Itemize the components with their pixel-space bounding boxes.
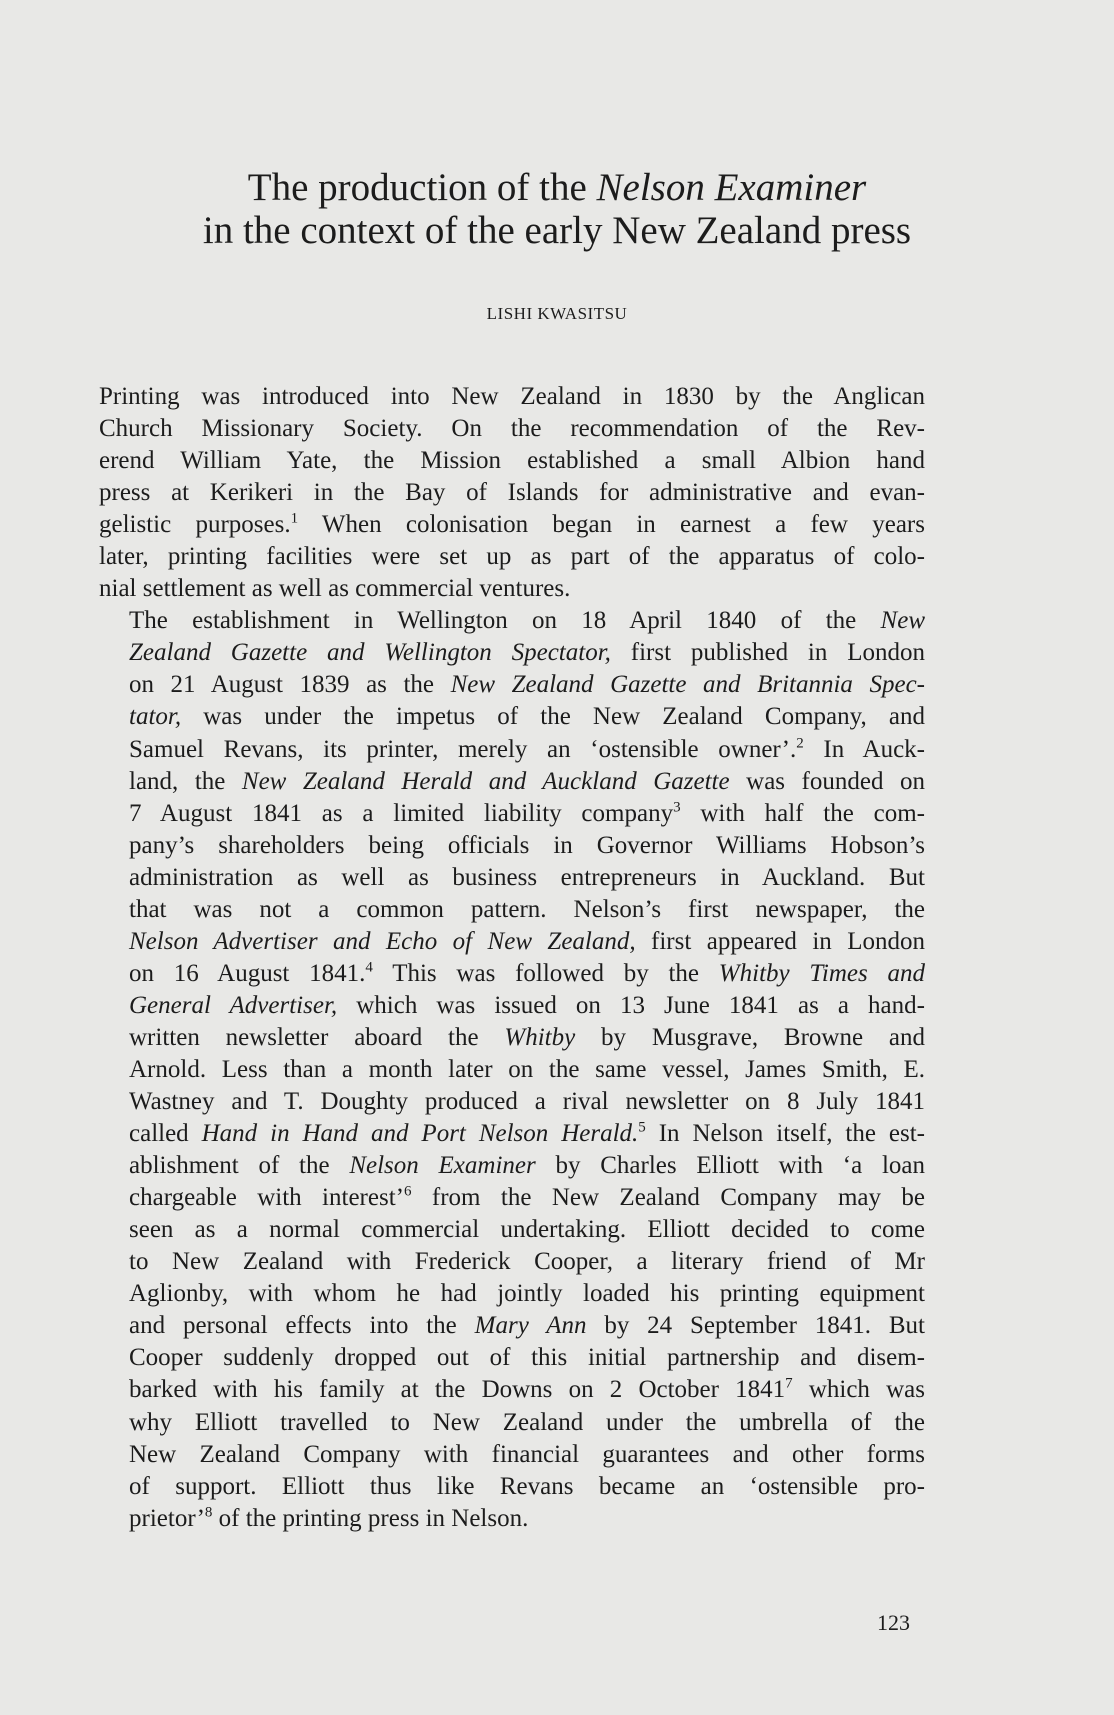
text-run: chargeable with interest’ (129, 1184, 404, 1212)
text-run: of support. Elliott thus like Revans became an ‘ostensible pro- (129, 1472, 925, 1500)
text-run: first published in London (610, 639, 925, 667)
footnote-marker: 5 (638, 1119, 646, 1136)
italic-title-run: Zealand Gazette and Wellington Spectator, (129, 639, 611, 667)
italic-title-run: Whitby (504, 1023, 576, 1051)
text-line (99, 669, 925, 701)
footnote-marker: 7 (785, 1376, 793, 1393)
title-italic: Nelson Examiner (596, 166, 867, 209)
text-line (99, 862, 925, 894)
text-run: prietor’ (129, 1504, 205, 1532)
text-run: with half the com- (680, 799, 925, 827)
italic-title-run: Whitby Times and (718, 959, 925, 987)
text-line (99, 477, 925, 509)
text-line (99, 1439, 925, 1471)
italic-title-run: Hand in Hand and Port Nelson Herald. (201, 1120, 639, 1148)
text-run: pany’s shareholders being officials in Governor Williams Hobson’s (129, 831, 925, 859)
text-run: that was not a common pattern. Nelson’s first newspaper, the (129, 895, 925, 923)
text-run: to New Zealand with Frederick Cooper, a literary friend of Mr (129, 1248, 925, 1276)
text-run: 7 August 1841 as a limited liability company (129, 799, 674, 827)
text-run: In Nelson itself, the est- (645, 1120, 925, 1148)
text-line (99, 1150, 925, 1182)
text-line (99, 1278, 925, 1310)
text-line (99, 1471, 925, 1503)
text-line (99, 1374, 925, 1406)
text-run: of the printing press in Nelson. (212, 1504, 529, 1532)
footnote-marker: 3 (673, 799, 681, 816)
text-run: later, printing facilities were set up as part of the apparatus of colo- (99, 543, 925, 571)
footnote-marker: 4 (365, 959, 373, 976)
text-run: and personal effects into the (129, 1312, 475, 1340)
text-line (99, 894, 925, 926)
title-line-2: in the context of the early New Zealand press (202, 209, 912, 252)
footnote-marker: 8 (204, 1504, 213, 1521)
text-line (99, 445, 925, 477)
text-run: In Auck- (803, 735, 926, 763)
text-run: by Musgrave, Browne and (575, 1023, 925, 1051)
text-line (99, 766, 925, 798)
text-run: land, the (129, 767, 242, 795)
text-run: by Charles Elliott with ‘a loan (535, 1152, 925, 1180)
text-line (99, 413, 925, 445)
text-run: ablishment of the (129, 1152, 350, 1180)
text-line (99, 1214, 925, 1246)
text-run: gelistic purposes. (99, 511, 291, 539)
text-run: press at Kerikeri in the Bay of Islands for administrative and evan- (99, 479, 925, 507)
text-line (99, 1086, 925, 1118)
text-line (99, 605, 925, 637)
italic-title-run: General Advertiser, (129, 991, 338, 1019)
text-run: why Elliott travelled to New Zealand under the umbrella of the (129, 1408, 925, 1436)
italic-title-run: New Zealand Herald and Auckland Gazette (241, 767, 730, 795)
italic-title-run: tator, (129, 703, 182, 731)
text-run: This was followed by the (372, 959, 719, 987)
footnote-marker: 1 (290, 510, 299, 527)
text-run: called (129, 1120, 202, 1148)
italic-title-run: New Zealand Gazette and Britannia Spec- (450, 671, 925, 699)
text-line (99, 1022, 925, 1054)
text-line (99, 1182, 925, 1214)
text-line (99, 830, 925, 862)
text-run: from the New Zealand Company may be (411, 1184, 926, 1212)
text-run: barked with his family at the Downs on 2 October 1841 (129, 1376, 786, 1404)
text-run: was under the impetus of the New Zealand Company, and (181, 703, 925, 731)
text-run: by 24 September 1841. But (586, 1312, 925, 1340)
text-line (99, 958, 925, 990)
text-run: nial settlement as well as commercial ventures. (99, 575, 571, 603)
text-line (99, 573, 925, 605)
text-run: Samuel Revans, its printer, merely an ‘ostensible owner’. (129, 735, 797, 763)
article-title (0, 166, 1114, 252)
text-line (99, 926, 925, 958)
text-line (99, 637, 925, 669)
text-line (99, 701, 925, 733)
italic-title-run: New (880, 607, 925, 635)
text-run: on 21 August 1839 as the (129, 671, 451, 699)
text-run: was founded on (729, 767, 925, 795)
title-line-1 (0, 166, 1114, 209)
text-run: New Zealand Company with financial guarantees and other forms (129, 1440, 925, 1468)
text-run: Wastney and T. Doughty produced a rival newsletter on 8 July 1841 (129, 1088, 925, 1116)
text-run: When colonisation began in earnest a few years (298, 511, 925, 539)
title-prefix: The production of the (247, 166, 597, 209)
text-line (99, 1407, 925, 1439)
text-run: which was (792, 1376, 925, 1404)
text-line (99, 734, 925, 766)
text-run: seen as a normal commercial undertaking. Elliott decided to come (129, 1216, 925, 1244)
text-run: written newsletter aboard the (129, 1023, 505, 1051)
body-paragraph (99, 605, 925, 1534)
text-line (99, 1310, 925, 1342)
author-name: LISHI KWASITSU (486, 304, 628, 323)
text-run: Aglionby, with whom he had jointly loaded his printing equipment (129, 1280, 925, 1308)
italic-title-run: Mary Ann (474, 1312, 587, 1340)
text-line (99, 798, 925, 830)
text-line (99, 381, 925, 413)
text-run: Printing was introduced into New Zealand in 1830 by the Anglican (99, 383, 925, 410)
text-run: Cooper suddenly dropped out of this initial partnership and disem- (129, 1344, 925, 1372)
text-run: Arnold. Less than a month later on the same vessel, James Smith, E. (129, 1055, 925, 1083)
text-line (99, 1342, 925, 1374)
text-run: Church Missionary Society. On the recommendation of the Rev- (99, 415, 925, 443)
text-run: The establishment in Wellington on 18 April 1840 of the (129, 607, 881, 635)
text-line (99, 990, 925, 1022)
text-line (99, 1054, 925, 1086)
footnote-marker: 6 (403, 1183, 412, 1200)
text-line (99, 1503, 925, 1535)
italic-title-run: Nelson Examiner (349, 1152, 536, 1180)
article-body (99, 381, 925, 1535)
text-run: which was issued on 13 June 1841 as a hand- (337, 991, 925, 1019)
footnote-marker: 2 (796, 735, 804, 752)
text-run: erend William Yate, the Mission established a small Albion hand (99, 447, 925, 475)
text-run: first appeared in London (635, 927, 925, 955)
text-line (99, 1118, 925, 1150)
text-run: on 16 August 1841. (129, 959, 366, 987)
text-line (99, 541, 925, 573)
body-paragraph (99, 381, 925, 605)
page-number: 123 (877, 1610, 910, 1635)
text-line (99, 1246, 925, 1278)
text-line (99, 509, 925, 541)
italic-title-run: Nelson Advertiser and Echo of New Zealand, (129, 927, 636, 955)
text-run: administration as well as business entrepreneurs in Auckland. But (129, 863, 925, 891)
